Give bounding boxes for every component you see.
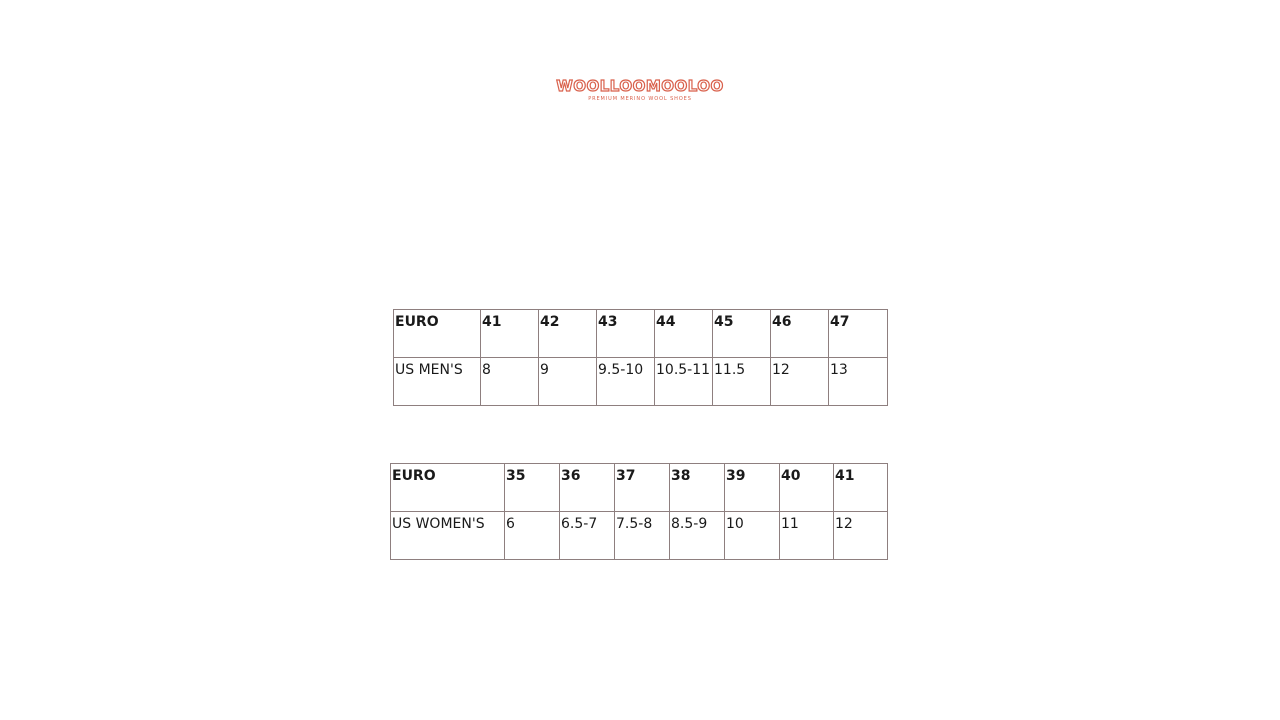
us-size-cell: 13	[829, 358, 888, 406]
us-womens-label-cell: US WOMEN'S	[391, 512, 505, 560]
us-size-cell: 8	[481, 358, 539, 406]
euro-size-cell: 37	[615, 464, 670, 512]
euro-size-cell: 45	[713, 310, 771, 358]
table-row	[394, 358, 888, 406]
euro-label-cell: EURO	[391, 464, 505, 512]
euro-size-cell: 41	[481, 310, 539, 358]
us-size-cell: 12	[771, 358, 829, 406]
us-size-cell: 6.5-7	[560, 512, 615, 560]
us-size-cell: 10	[725, 512, 780, 560]
us-size-cell: 9.5-10	[597, 358, 655, 406]
brand-name: WOOLLOOMOOLOO	[556, 77, 724, 95]
table-row	[391, 512, 888, 560]
women-size-table	[390, 463, 888, 560]
euro-size-cell: 43	[597, 310, 655, 358]
us-mens-label-cell: US MEN'S	[394, 358, 481, 406]
us-size-cell: 10.5-11	[655, 358, 713, 406]
us-size-cell: 12	[834, 512, 888, 560]
brand-logo	[540, 76, 740, 103]
us-size-cell: 9	[539, 358, 597, 406]
euro-label-cell: EURO	[394, 310, 481, 358]
euro-size-cell: 38	[670, 464, 725, 512]
euro-size-cell: 47	[829, 310, 888, 358]
men-size-table	[393, 309, 888, 406]
euro-size-cell: 35	[505, 464, 560, 512]
us-size-cell: 8.5-9	[670, 512, 725, 560]
euro-size-cell: 41	[834, 464, 888, 512]
brand-tagline: PREMIUM MERINO WOOL SHOES	[588, 96, 692, 102]
euro-size-cell: 39	[725, 464, 780, 512]
euro-size-cell: 40	[780, 464, 834, 512]
us-size-cell: 11	[780, 512, 834, 560]
euro-size-cell: 44	[655, 310, 713, 358]
euro-size-cell: 42	[539, 310, 597, 358]
table-row	[394, 310, 888, 358]
euro-size-cell: 36	[560, 464, 615, 512]
us-size-cell: 11.5	[713, 358, 771, 406]
table-row	[391, 464, 888, 512]
us-size-cell: 6	[505, 512, 560, 560]
us-size-cell: 7.5-8	[615, 512, 670, 560]
euro-size-cell: 46	[771, 310, 829, 358]
